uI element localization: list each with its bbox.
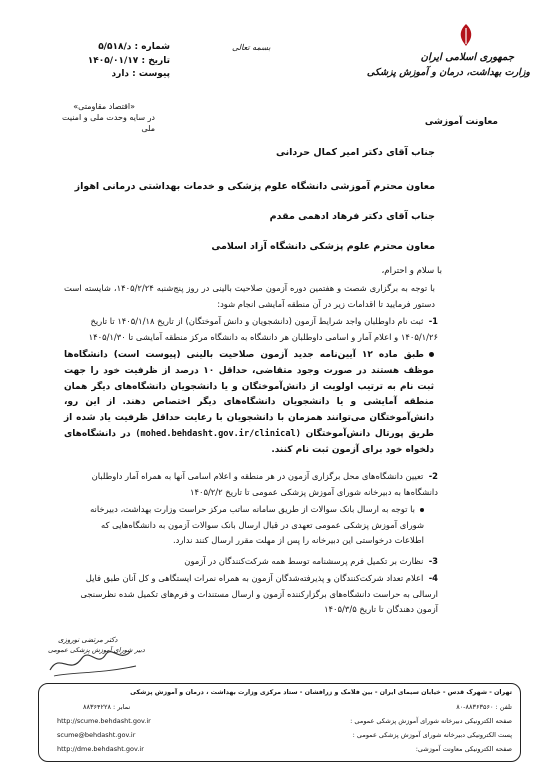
addressee-1: جناب آقای دکتر امیر کمال حردانی	[275, 147, 435, 158]
footer-site-label: صفحه الکترونیکی دبیرخانه شورای آموزش پزشکی عمومی :	[350, 717, 512, 725]
item-3: 3- نظارت بر تکمیل فرم پرسشنامه توسط همه شرکت‌کنندگان در آزمون	[184, 556, 438, 566]
item-3-text: نظارت بر تکمیل فرم پرسشنامه توسط همه شرکت‌کنندگان در آزمون	[184, 556, 424, 566]
item-2: 2- تعیین دانشگاه‌های محل برگزاری آزمون در هر منطقه و اعلام اسامی آنها به همراه آمار داوطلبان دانشگاه‌ها به دبیرخانه شورای آموزش پزشکی عمومی تا تاریخ ۱۴۰۵/۲/۲	[91, 471, 438, 497]
bullet-icon	[429, 352, 434, 357]
footer-box	[38, 683, 521, 762]
ministry-line1: جمهوری اسلامی ایران	[420, 52, 514, 63]
footer-deputy-link[interactable]: http://dme.behdasht.gov.ir	[57, 745, 144, 753]
intro-paragraph: با توجه به برگزاری شصت و هفتمین دوره آزمون صلاحیت بالینی در روز پنج‌شنبه ۱۴۰۵/۲/۲۴، شایسته است دستور فرمایید تا اقدامات زیر در آن منطقه آمایشی انجام شود:	[64, 283, 435, 309]
emblem-icon	[456, 22, 476, 48]
signature-name: دکتر مرتضی نوروزی	[58, 636, 118, 644]
letter-date: تاریخ : ۱۴۰۵/۰۱/۱۷	[87, 55, 170, 66]
highlight-end: در دانشگاه‌های دلخواه خود برای آزمون ثبت نام کنند.	[64, 428, 434, 455]
footer-email-link[interactable]: scume@behdasht.gov.ir	[57, 731, 136, 739]
footer-fax: نمابر : ۸۸۳۶۴۲۲۸	[83, 703, 131, 711]
deputy-title: معاونت آموزشی	[424, 117, 498, 127]
highlight-block	[64, 348, 434, 459]
letter-attachment: پیوست : دارد	[111, 69, 170, 79]
sub-bullet-text: با توجه به ارسال بانک سوالات از طریق سامانه ساتب مرکز حراست وزارت بهداشت، دبیرخانه شورای آموزش پزشکی عمومی تعهدی در قبال ارسال بانک سوالات آزمون به دانشگاه‌هایی که اطلاعات درخواستی این دبیرخانه را پس از مهلت مقرر ارسال کنند ندارد.	[90, 504, 424, 545]
greeting: با سلام و احترام،	[381, 266, 442, 276]
signature-title: دبیر شورای آموزش پزشکی عمومی	[48, 646, 145, 654]
bullet-icon	[420, 508, 424, 512]
basmala: بسمه تعالی	[232, 43, 271, 52]
footer-address: تهران - شهرک قدس - خیابان سیمای ایران - بین فلامک و زرافشان - ستاد مرکزی وزارت بهداشت ، درمان و آموزش پزشکی	[130, 689, 512, 696]
ministry-emblem	[456, 22, 476, 48]
item-1: 1- ثبت نام داوطلبان واجد شرایط آزمون (دانشجویان و دانش آموختگان) از تاریخ ۱۴۰۵/۱/۱۸ تا تاریخ ۱۴۰۵/۱/۲۶ و اعلام آمار و اسامی داوطلبان هر دانشگاه به دانشگاه مرکز منطقه آمایشی تا ۱۴۰۵/۱/۳۰	[88, 316, 438, 342]
ministry-line2: وزارت بهداشت، درمان و آموزش پزشکی	[366, 67, 530, 78]
footer-email-label: پست الکترونیکی دبیرخانه شورای آموزش پزشکی عمومی :	[352, 731, 512, 739]
letter-number: شماره : ۵/۵۱۸/د	[98, 42, 170, 52]
highlight-text: طبق ماده ۱۲ آیین‌نامه جدید آزمون صلاحیت بالینی (پیوست است) دانشگاه‌ها موظف هستند در صورت وجود متقاضی، حداقل ۱۰ درصد از ظرفیت خود را جهت ثبت نام به ترتیب اولویت از دانش‌آموختگان و یا دانشجویان دانشگاه‌های دیگر همان منطقه آمایشی و یا دانشجویان دانشگاه‌های دیگر اختصاص دهند. از این رو، دانش‌آموختگان می‌توانند همزمان با دانشجویان با رعایت حداقل ظرفیت یاد شده از طریق پورتال دانش‌آموختگان	[64, 350, 434, 439]
item-4: 4- اعلام تعداد شرکت‌کنندگان و پذیرفته‌شدگان آزمون به همراه نمرات ایستگاهی و کل آنان طبق فایل ارسالی به حراست دانشگاه‌های برگزارکننده آزمون و ارسال مستندات و فرم‌های تکمیل شده نظرسنجی آزمون دهندگان تا تاریخ ۱۴۰۵/۳/۵	[80, 573, 438, 614]
footer-phone: تلفن : ۸۸۳۶۳۵۶۰-۸۰	[456, 703, 512, 711]
letter-meta	[60, 41, 170, 82]
sub-bullet	[72, 502, 424, 549]
item-1-text: ثبت نام داوطلبان واجد شرایط آزمون (دانشجویان و دانش آموختگان) از تاریخ ۱۴۰۵/۱/۱۸ تا تاریخ ۱۴۰۵/۱/۲۶ و اعلام آمار و اسامی داوطلبان هر دانشگاه به دانشگاه مرکز منطقه آمایشی تا ۱۴۰۵/۱/۳۰	[88, 316, 438, 342]
addressee-2: معاون محترم آموزشی دانشگاه علوم پزشکی و خدمات بهداشتی درمانی اهواز	[74, 181, 435, 192]
addressee-4: معاون محترم علوم پزشکی دانشگاه آزاد اسلامی	[211, 241, 435, 252]
portal-url: (mohed.behdasht.gov.ir/clinical)	[135, 428, 301, 439]
footer-deputy-label: صفحه الکترونیکی معاونت آموزشی:	[415, 745, 512, 753]
item-4-text: اعلام تعداد شرکت‌کنندگان و پذیرفته‌شدگان آزمون به همراه نمرات ایستگاهی و کل آنان طبق فایل ارسالی به حراست دانشگاه‌های برگزارکننده آزمون و ارسال مستندات و فرم‌های تکمیل شده نظرسنجی آزمون دهندگان تا تاریخ ۱۴۰۵/۳/۵	[80, 573, 438, 614]
addressee-3: جناب آقای دکتر فرهاد ادهمی مقدم	[269, 211, 435, 222]
footer-site-link[interactable]: http://scume.behdasht.gov.ir	[57, 717, 151, 725]
slogan: «اقتصاد مقاومتی» در سایه وحدت ملی و امنیت ملی	[62, 102, 155, 133]
item-2-text: تعیین دانشگاه‌های محل برگزاری آزمون در هر منطقه و اعلام اسامی آنها به همراه آمار داوطلبان دانشگاه‌ها به دبیرخانه شورای آموزش پزشکی عمومی تا تاریخ ۱۴۰۵/۲/۲	[91, 471, 438, 497]
